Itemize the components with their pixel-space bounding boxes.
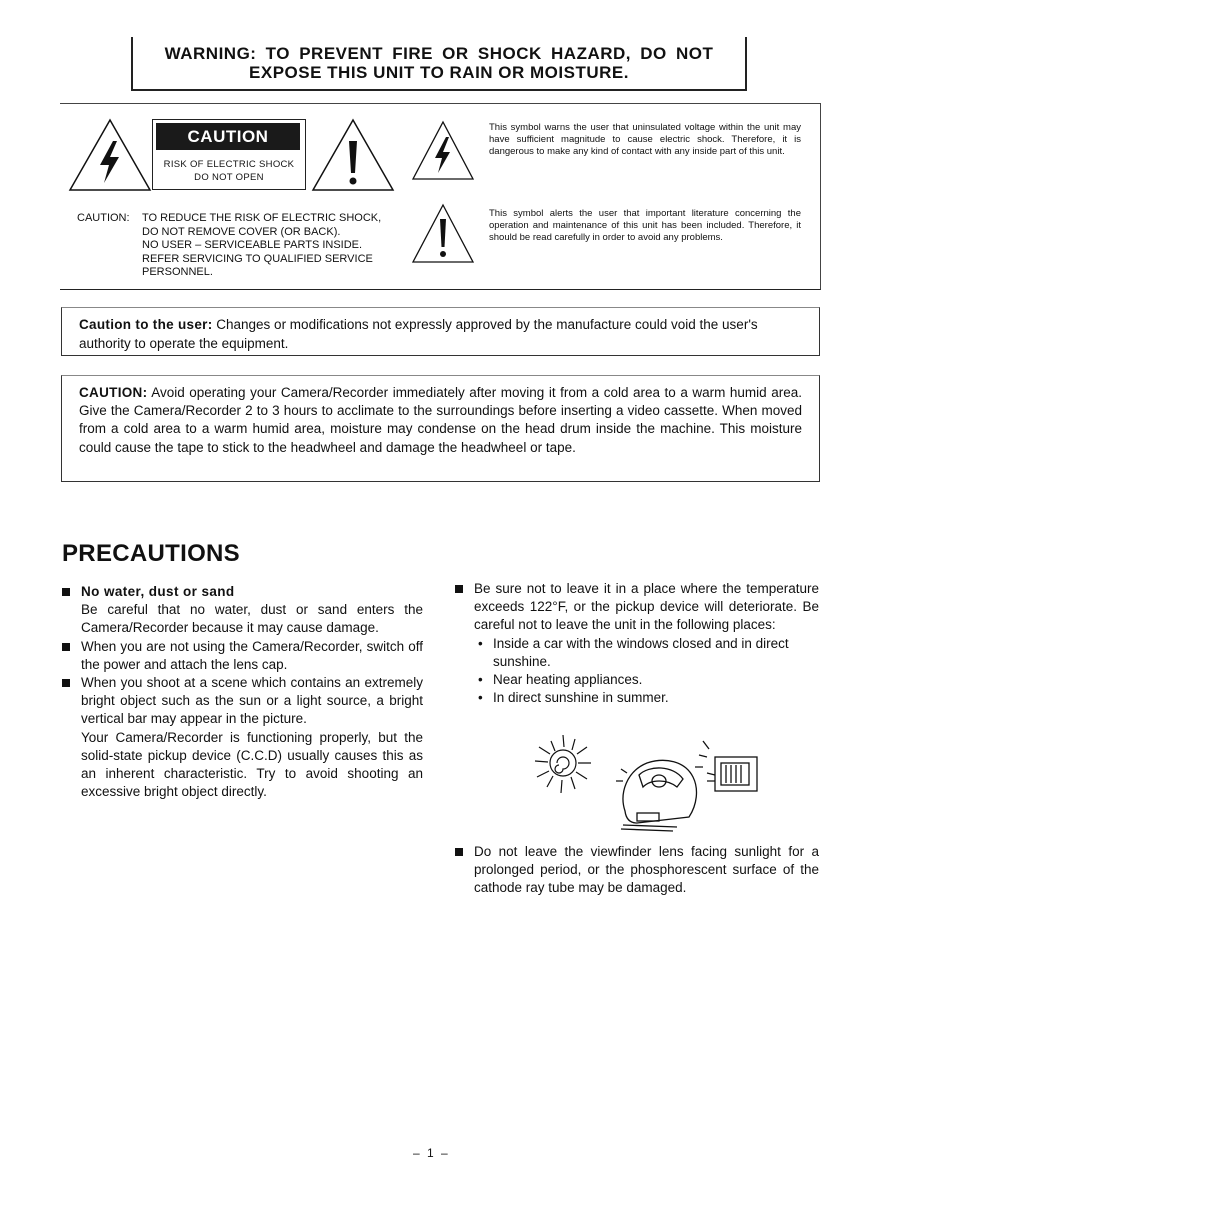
list-item (455, 843, 819, 898)
warning-line-2: EXPOSE THIS UNIT TO RAIN OR MOISTURE. (249, 63, 629, 82)
lightning-symbol-icon (411, 120, 475, 182)
warning-line-1: WARNING: TO PREVENT FIRE OR SHOCK HAZARD, DO NOT (164, 44, 714, 63)
user-caution-box (61, 307, 820, 356)
bullet-square-icon (455, 848, 463, 856)
caution-line: DO NOT REMOVE COVER (OR BACK). (142, 225, 341, 238)
moisture-caution-box (61, 375, 820, 482)
risk-line-2: DO NOT OPEN (194, 172, 264, 183)
exclamation-warning-icon (310, 117, 396, 193)
lightning-warning-icon (67, 117, 153, 193)
item-title: No water, dust or sand (81, 584, 235, 599)
user-caution-text: Changes or modifications not expressly approved by the manufacture could void the user's authority to operate the equipment. (79, 317, 758, 351)
sub-item-text: In direct sunshine in summer. (493, 690, 669, 706)
item-text: When you are not using the Camera/Recorder, switch off the power and attach the lens cap. (81, 638, 423, 672)
list-item (62, 583, 423, 638)
precautions-right-column (455, 580, 819, 707)
sub-item-text: Inside a car with the windows closed and in direct sunshine. (493, 635, 789, 669)
literature-symbol-description: This symbol alerts the user that important literature concerning the operation and maintenance of this unit has been included. Therefore, it should be read carefully in order to avoid any problems. (489, 208, 801, 244)
item-text: Your Camera/Recorder is functioning properly, but the solid-state pickup device (C.C.D) usually causes this as an inherent characteristic. Try to avoid shooting an excessive bright object directly. (81, 729, 423, 800)
precautions-viewfinder (455, 843, 819, 898)
caution-line: TO REDUCE THE RISK OF ELECTRIC SHOCK, (142, 212, 382, 224)
list-item (62, 674, 423, 801)
bullet-square-icon (455, 585, 463, 593)
caution-line: PERSONNEL. (142, 266, 213, 278)
bullet-dot-icon: • (478, 672, 483, 688)
sub-item-text: Near heating appliances. (493, 672, 643, 688)
sub-list-item (474, 689, 819, 707)
bullet-square-icon (62, 643, 70, 651)
page-number: – 1 – (413, 1146, 450, 1160)
item-text: Be sure not to leave it in a place where the temperature exceeds 122°F, or the pickup device will deteriorate. Be careful not to leave the unit in the following places: (474, 581, 819, 633)
car-icon (616, 760, 696, 831)
sub-list-item (474, 671, 819, 689)
bullet-dot-icon: • (478, 635, 483, 651)
risk-line-1: RISK OF ELECTRIC SHOCK (163, 159, 295, 170)
caution-label-risk (153, 158, 305, 184)
heater-icon (695, 741, 757, 791)
user-caution-label: Caution to the user: (79, 317, 213, 332)
item-text: Be careful that no water, dust or sand enters the Camera/Recorder because it may cause damage. (81, 602, 423, 636)
exclamation-symbol-icon (411, 203, 475, 265)
bullet-dot-icon: • (478, 690, 483, 706)
caution-label-title: CAUTION (156, 123, 300, 150)
bullet-square-icon (62, 588, 70, 596)
caution-label (152, 119, 306, 190)
moisture-caution-label: CAUTION: (79, 385, 148, 400)
bullet-square-icon (62, 679, 70, 687)
caution-line: NO USER – SERVICEABLE PARTS INSIDE. (142, 239, 363, 251)
moisture-caution-text: Avoid operating your Camera/Recorder immediately after moving it from a cold area to a warm humid area. Give the Camera/Recorder 2 to 3 hours to acclimate to the surroundings before inserting a video cassette. When moved from a cold area to a warm humid area, moisture may condense on the head drum inside the machine. This moisture could cause the tape to stick to the headwheel and damage the headwheel or tape. (79, 385, 802, 455)
sun-icon (535, 735, 591, 793)
sun-car-heater-illustration (527, 733, 767, 833)
warning-box (131, 37, 747, 91)
precautions-left-column (62, 583, 423, 801)
voltage-symbol-description: This symbol warns the user that uninsulated voltage within the unit may have sufficient magnitude to cause electric shock. Therefore, it is dangerous to make any kind of contact with any inside part of this unit. (489, 122, 801, 158)
caution-text-label: CAUTION: (77, 212, 130, 224)
item-text: When you shoot at a scene which contains an extremely bright object such as the sun or a light source, a bright vertical bar may appear in the picture. (81, 675, 423, 727)
item-text: Do not leave the viewfinder lens facing sunlight for a prolonged period, or the phosphorescent surface of the cathode ray tube may be damaged. (474, 844, 819, 896)
sub-list-item (474, 635, 819, 671)
list-item (62, 638, 423, 674)
list-item (455, 580, 819, 707)
caution-line: REFER SERVICING TO QUALIFIED SERVICE (142, 252, 373, 265)
precautions-heading: PRECAUTIONS (62, 540, 240, 567)
